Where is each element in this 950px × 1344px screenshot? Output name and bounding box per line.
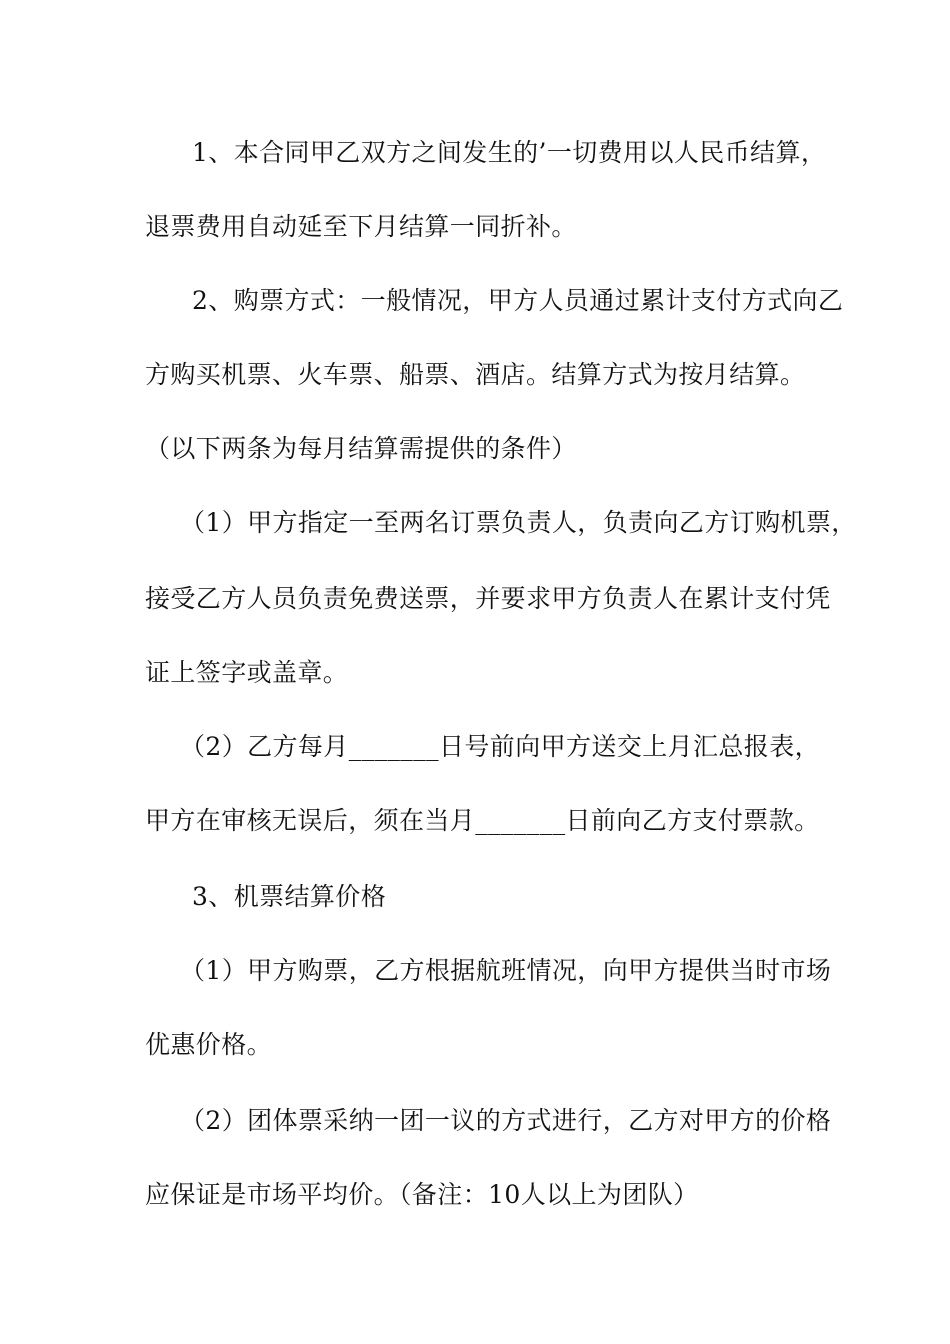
- price-item-1-line-2: 优惠价格。: [145, 1030, 273, 1059]
- clause-1-line-1: 1、本合同甲乙双方之间发生的’一切费用以人民币结算，: [192, 138, 827, 167]
- condition-1-line-3: 证上签字或盖章。: [145, 658, 349, 687]
- clause-2-line-1: 2、购票方式：一般情况，甲方人员通过累计支付方式向乙: [192, 286, 844, 315]
- clause-1-line-2: 退票费用自动延至下月结算一同折补。: [145, 212, 577, 241]
- condition-1-line-1: （1）甲方指定一至两名订票负责人，负责向乙方订购机票，: [180, 508, 857, 537]
- clause-3-heading: 3、机票结算价格: [192, 882, 387, 911]
- price-item-2-line-1: （2）团体票采纳一团一议的方式进行，乙方对甲方的价格: [180, 1106, 832, 1135]
- clause-2-line-2: 方购买机票、火车票、船票、酒店。结算方式为按月结算。: [145, 360, 806, 389]
- price-item-2-line-2: 应保证是市场平均价。（备注：10人以上为团队）: [145, 1180, 699, 1209]
- condition-2-line-2: 甲方在审核无误后，须在当月_______日前向乙方支付票款。: [145, 806, 820, 835]
- condition-1-line-2: 接受乙方人员负责免费送票，并要求甲方负责人在累计支付凭: [145, 584, 831, 613]
- condition-2-line-1: （2）乙方每月_______日号前向甲方送交上月汇总报表，: [180, 732, 821, 761]
- conditions-note: （以下两条为每月结算需提供的条件）: [145, 434, 577, 463]
- price-item-1-line-1: （1）甲方购票，乙方根据航班情况，向甲方提供当时市场: [180, 956, 832, 985]
